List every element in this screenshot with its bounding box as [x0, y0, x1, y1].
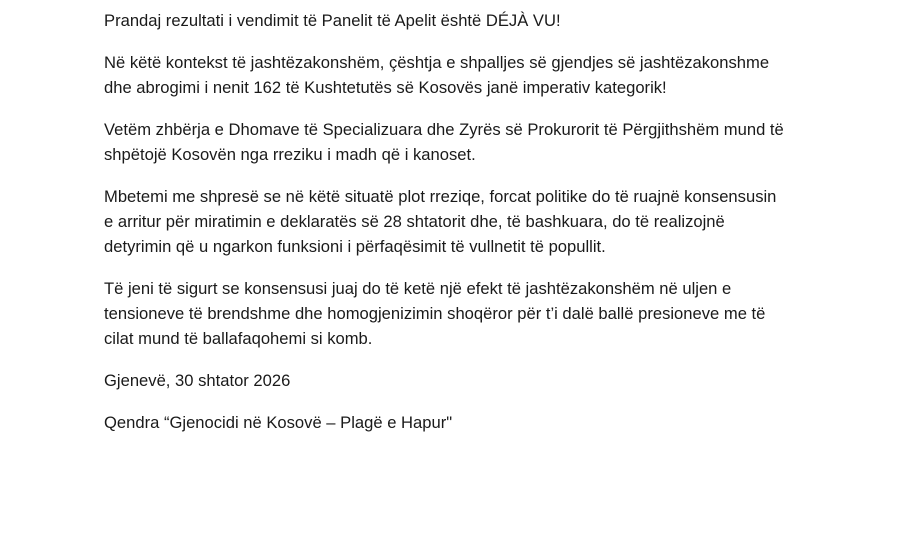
- text-line: detyrimin që u ngarkon funksioni i përfaqësimit të vullnetit të popullit.: [104, 237, 606, 256]
- text-line: e arritur për miratimin e deklaratës së 28 shtatorit dhe, të bashkuara, do të realizojnë: [104, 212, 725, 231]
- document-body: [104, 8, 894, 452]
- text-line: Prandaj rezultati i vendimit të Panelit të Apelit është DÉJÀ VU!: [104, 11, 561, 30]
- text-line: dhe abrogimi i nenit 162 të Kushtetutës së Kosovës janë imperativ kategorik!: [104, 78, 667, 97]
- text-line: Të jeni të sigurt se konsensusi juaj do të ketë një efekt të jashtëzakonshëm në uljen e: [104, 279, 732, 298]
- text-line: cilat mund të ballafaqohemi si komb.: [104, 329, 373, 348]
- paragraph-deja-vu: [104, 8, 894, 33]
- text-line: Mbetemi me shpresë se në këtë situatë plot rreziqe, forcat politike do të ruajnë konsensusin: [104, 187, 777, 206]
- place-and-date: [104, 368, 894, 393]
- text-line: Vetëm zhbërja e Dhomave të Specializuara dhe Zyrës së Prokurorit të Përgjithshëm mund të: [104, 120, 784, 139]
- text-line: tensioneve të brendshme dhe homogjenizimin shoqëror për t’i dalë ballë presioneve me të: [104, 304, 766, 323]
- paragraph-state-of-emergency: [104, 50, 894, 100]
- paragraph-specialist-chambers: [104, 117, 894, 167]
- text-line: Gjenevë, 30 shtator 2026: [104, 371, 291, 390]
- text-line: Në këtë kontekst të jashtëzakonshëm, çështja e shpalljes së gjendjes së jashtëzakonshme: [104, 53, 770, 72]
- paragraph-political-consensus: [104, 184, 894, 259]
- text-line: shpëtojë Kosovën nga rreziku i madh që i kanoset.: [104, 145, 476, 164]
- signature-organization: [104, 410, 894, 435]
- text-line: Qendra “Gjenocidi në Kosovë – Plagë e Hapur": [104, 413, 453, 432]
- paragraph-consensus-effect: [104, 276, 894, 351]
